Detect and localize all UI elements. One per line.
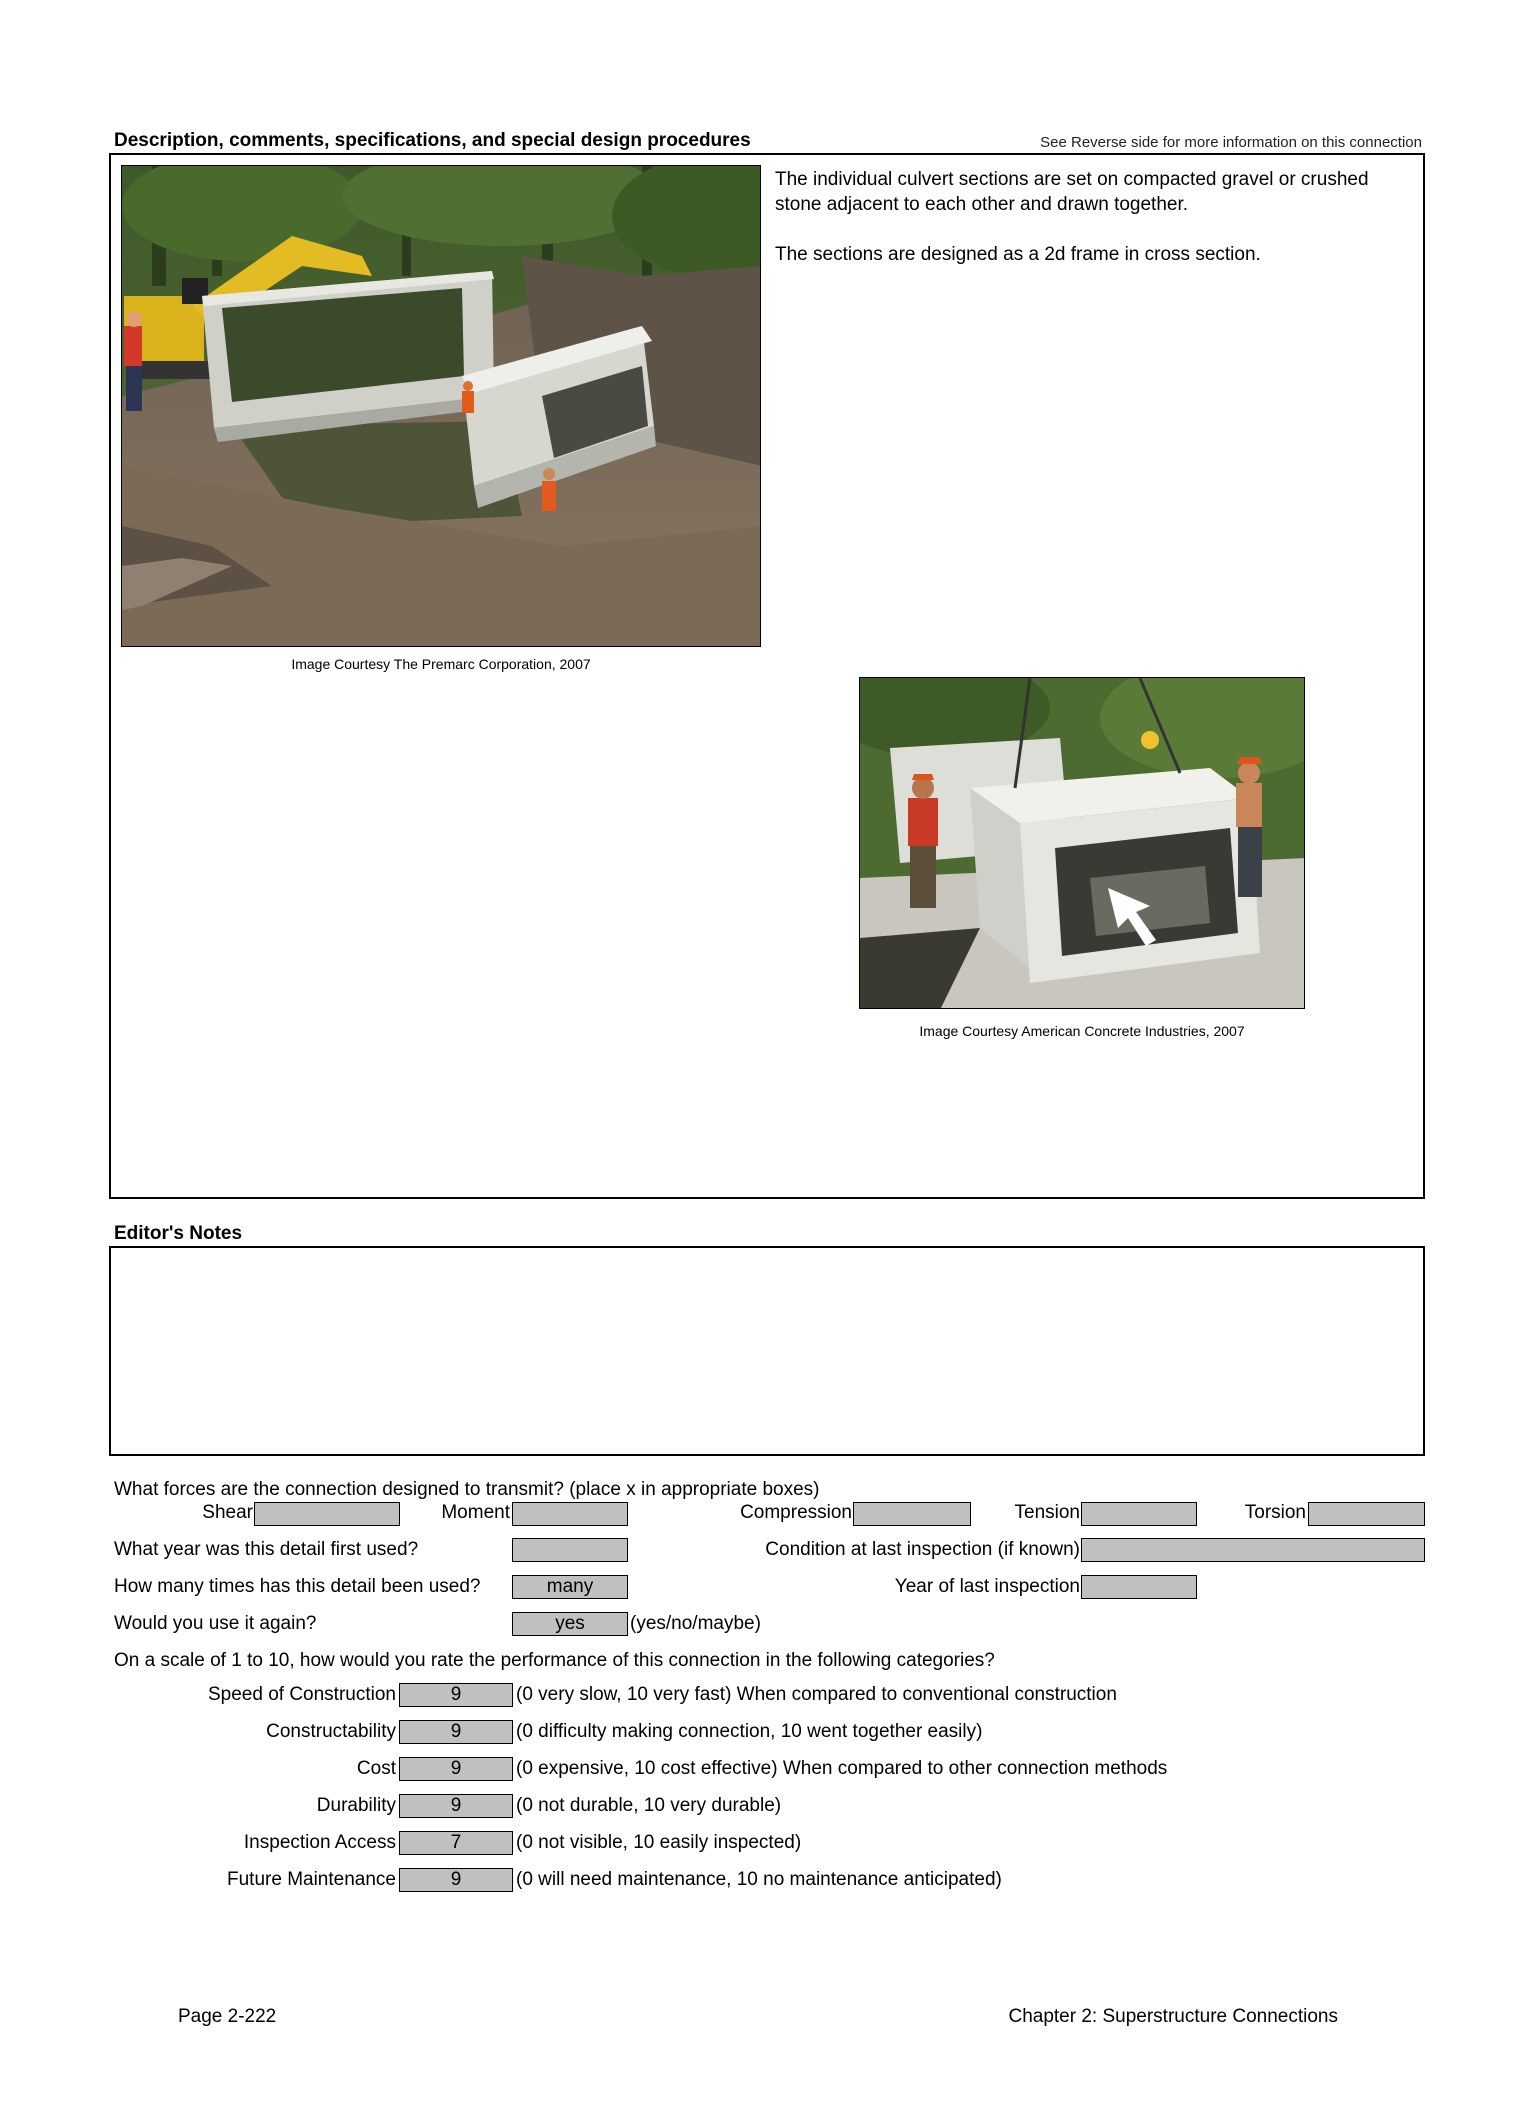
- rating-hint-cost: (0 expensive, 10 cost effective) When compared to other connection methods: [516, 1758, 1168, 1779]
- rating-field-constructability[interactable]: 9: [399, 1720, 513, 1744]
- condition-field[interactable]: [1081, 1538, 1425, 1562]
- description-paragraph-2: The sections are designed as a 2d frame in cross section.: [775, 244, 1261, 265]
- section-title: Description, comments, specifications, and special design procedures: [114, 130, 751, 151]
- rating-label-inspection-access: Inspection Access: [243, 1832, 396, 1853]
- year-first-used-field[interactable]: [512, 1538, 628, 1562]
- rating-hint-speed-of-construction: (0 very slow, 10 very fast) When compared to conventional construction: [516, 1684, 1117, 1705]
- torsion-checkbox[interactable]: [1308, 1502, 1425, 1526]
- editors-notes-title: Editor's Notes: [114, 1223, 243, 1244]
- condition-label: Condition at last inspection (if known): [765, 1539, 1080, 1560]
- shear-label: Shear: [202, 1502, 253, 1523]
- chapter-title: Chapter 2: Superstructure Connections: [1008, 2006, 1338, 2027]
- use-again-question: Would you use it again?: [114, 1613, 317, 1634]
- rating-hint-constructability: (0 difficulty making connection, 10 went together easily): [516, 1721, 983, 1742]
- rating-field-cost[interactable]: 9: [399, 1757, 513, 1781]
- photo-box-culvert-image: [860, 678, 1305, 1009]
- rating-field-durability[interactable]: 9: [399, 1794, 513, 1818]
- moment-label: Moment: [441, 1502, 510, 1523]
- torsion-label: Torsion: [1244, 1502, 1306, 1523]
- rating-hint-inspection-access: (0 not visible, 10 easily inspected): [516, 1832, 802, 1853]
- year-last-inspection-field[interactable]: [1081, 1575, 1197, 1599]
- rating-label-speed-of-construction: Speed of Construction: [207, 1684, 396, 1705]
- times-used-field[interactable]: many: [512, 1575, 628, 1599]
- year-last-inspection-label: Year of last inspection: [894, 1576, 1080, 1597]
- rating-hint-future-maintenance: (0 will need maintenance, 10 no maintenance anticipated): [516, 1869, 1002, 1890]
- page-number: Page 2-222: [178, 2006, 277, 2027]
- ratings-question: On a scale of 1 to 10, how would you rate the performance of this connection in the following categories?: [114, 1650, 995, 1671]
- editors-notes-box[interactable]: [109, 1246, 1425, 1456]
- photo1-caption: Image Courtesy The Premarc Corporation, 2007: [291, 656, 591, 672]
- times-used-question: How many times has this detail been used?: [114, 1576, 481, 1597]
- compression-label: Compression: [740, 1502, 852, 1523]
- rating-label-durability: Durability: [316, 1795, 396, 1816]
- rating-hint-durability: (0 not durable, 10 very durable): [516, 1795, 782, 1816]
- moment-checkbox[interactable]: [512, 1502, 628, 1526]
- description-paragraph-1: The individual culvert sections are set on compacted gravel or crushed stone adjacent to each other and drawn together.: [775, 169, 1369, 215]
- rating-label-constructability: Constructability: [266, 1721, 396, 1742]
- photo2-caption: Image Courtesy American Concrete Industries, 2007: [919, 1023, 1245, 1039]
- photo-box-culvert: [859, 677, 1305, 1009]
- rating-label-cost: Cost: [356, 1758, 396, 1779]
- photo-culvert-installation-image: [122, 166, 761, 647]
- use-again-hint: (yes/no/maybe): [630, 1613, 761, 1634]
- tension-checkbox[interactable]: [1081, 1502, 1197, 1526]
- rating-field-future-maintenance[interactable]: 9: [399, 1868, 513, 1892]
- compression-checkbox[interactable]: [853, 1502, 971, 1526]
- reverse-side-note: See Reverse side for more information on this connection: [1040, 134, 1422, 151]
- rating-label-future-maintenance: Future Maintenance: [227, 1869, 396, 1890]
- tension-label: Tension: [1014, 1502, 1080, 1523]
- shear-checkbox[interactable]: [254, 1502, 400, 1526]
- use-again-field[interactable]: yes: [512, 1612, 628, 1636]
- rating-field-speed-of-construction[interactable]: 9: [399, 1683, 513, 1707]
- year-first-used-question: What year was this detail first used?: [114, 1539, 419, 1560]
- rating-field-inspection-access[interactable]: 7: [399, 1831, 513, 1855]
- forces-question: What forces are the connection designed to transmit? (place x in appropriate boxes): [114, 1479, 820, 1500]
- photo-culvert-installation: [121, 165, 761, 647]
